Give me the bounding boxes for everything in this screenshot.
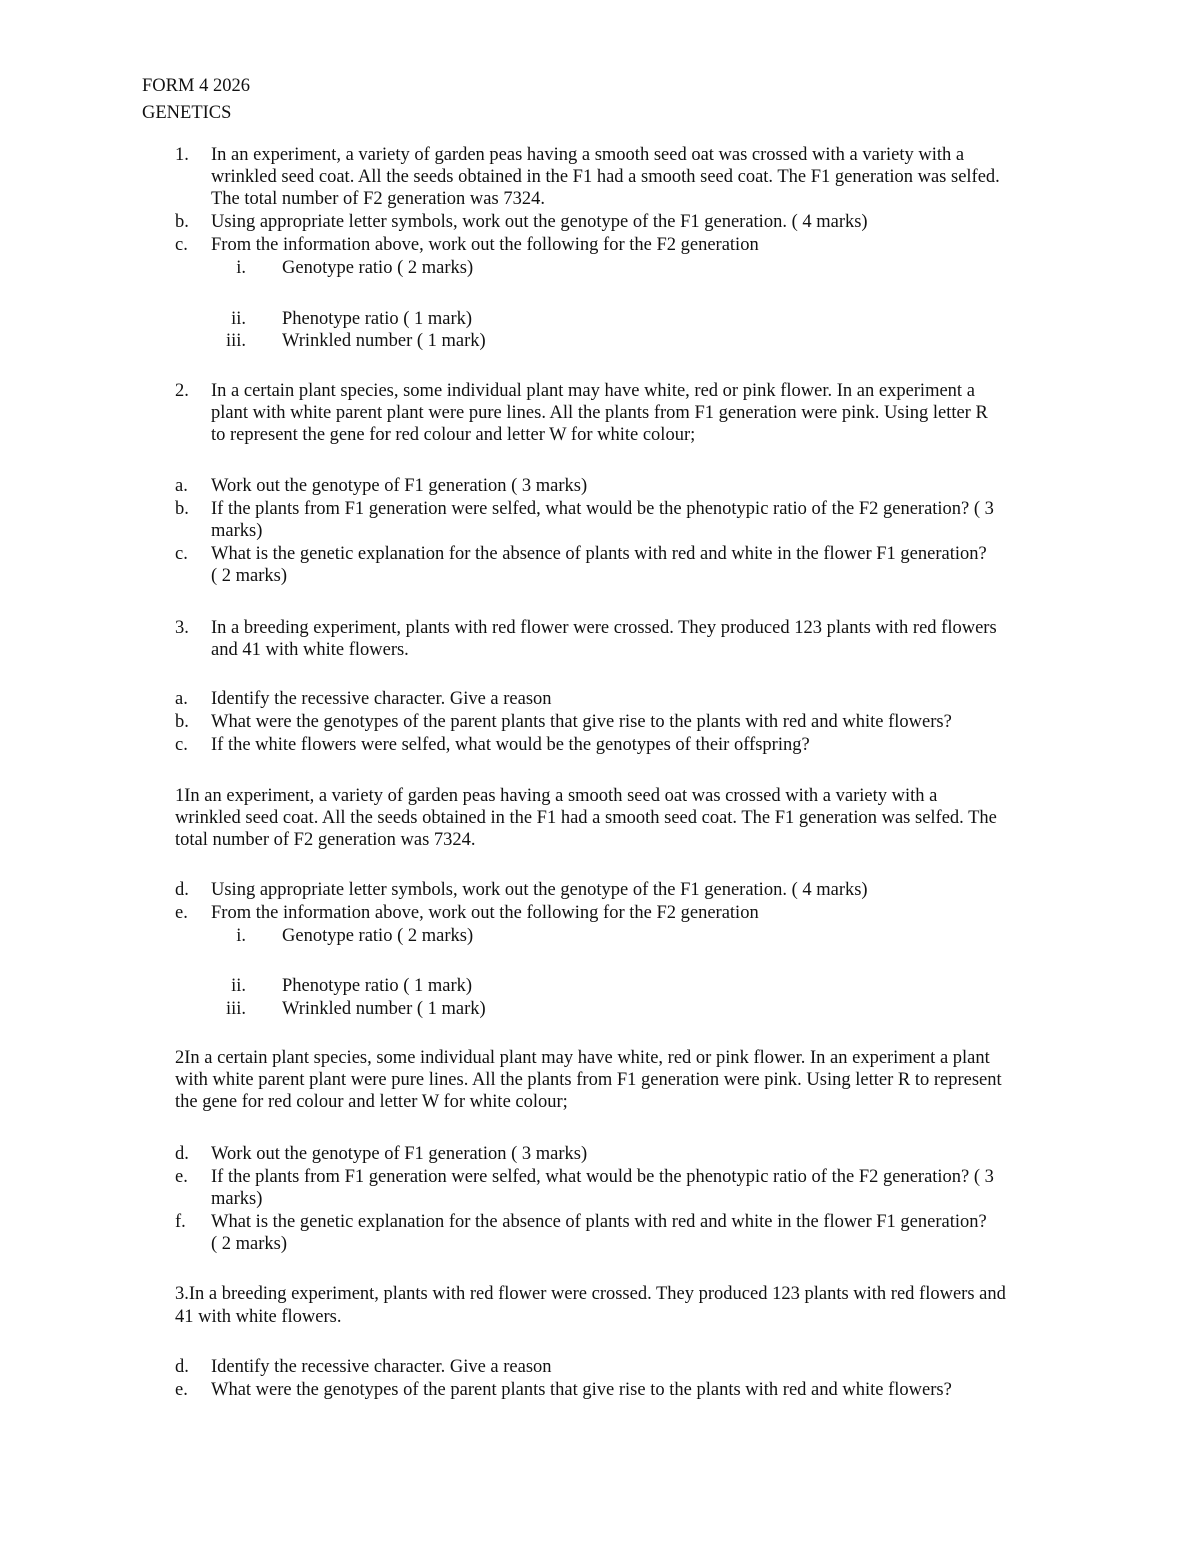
q2-line-1: In a certain plant species, some individual plant may have white, red or pink flower. In an experiment a — [211, 381, 975, 401]
p2-q1-d-label: d. — [175, 880, 189, 900]
header-subject: GENETICS — [142, 103, 232, 123]
p2-q3-line-1: 3.In a breeding experiment, plants with red flower were crossed. They produced 123 plants with red flowers and — [175, 1284, 1006, 1304]
q3-line-1: In a breeding experiment, plants with red flower were crossed. They produced 123 plants with red flowers — [211, 618, 997, 638]
p2-q1-d-text: Using appropriate letter symbols, work out the genotype of the F1 generation. ( 4 marks) — [211, 880, 868, 900]
p2-q1-line-2: wrinkled seed coat. All the seeds obtained in the F1 had a smooth seed coat. The F1 generation was selfed. The — [175, 808, 997, 828]
p2-q2-e-label: e. — [175, 1167, 188, 1187]
p2-q2-line-1: 2In a certain plant species, some individual plant may have white, red or pink flower. In an experiment a plant — [175, 1048, 990, 1068]
q3-a-text: Identify the recessive character. Give a reason — [211, 689, 552, 709]
q2-b-line-1: If the plants from F1 generation were selfed, what would be the phenotypic ratio of the F2 generation? ( 3 — [211, 499, 994, 519]
q2-c-line-1: What is the genetic explanation for the absence of plants with red and white in the flower F1 generation? — [211, 544, 987, 564]
q1-ii-text: Phenotype ratio ( 1 mark) — [282, 309, 473, 329]
header-form: FORM 4 2026 — [142, 76, 250, 96]
q2-c-label: c. — [175, 544, 188, 564]
p2-q3-line-2: 41 with white flowers. — [175, 1307, 342, 1327]
p2-q2-f-line-2: ( 2 marks) — [211, 1234, 288, 1254]
p2-q1-iii-label: iii. — [225, 999, 246, 1019]
p2-q2-line-3: the gene for red colour and letter W for white colour; — [175, 1092, 568, 1112]
q1-line-1: In an experiment, a variety of garden peas having a smooth seed oat was crossed with a variety with a — [211, 145, 965, 165]
p2-q1-e-text: From the information above, work out the following for the F2 generation — [211, 903, 759, 923]
q2-line-2: plant with white parent plant were pure lines. All the plants from F1 generation were pink. Using letter R — [211, 403, 988, 423]
p2-q2-d-label: d. — [175, 1144, 189, 1164]
q3-b-label: b. — [175, 712, 189, 732]
q3-line-2: and 41 with white flowers. — [211, 640, 409, 660]
q2-number: 2. — [175, 381, 189, 401]
q1-b-label: b. — [175, 212, 189, 232]
q1-number: 1. — [175, 145, 189, 165]
q1-iii-text: Wrinkled number ( 1 mark) — [282, 331, 486, 351]
q3-a-label: a. — [175, 689, 188, 709]
q1-c-label: c. — [175, 235, 188, 255]
p2-q1-e-label: e. — [175, 903, 188, 923]
q1-i-label: i. — [236, 258, 246, 278]
q3-number: 3. — [175, 618, 189, 638]
p2-q1-iii-text: Wrinkled number ( 1 mark) — [282, 999, 486, 1019]
p2-q1-line-3: total number of F2 generation was 7324. — [175, 830, 476, 850]
q1-line-2: wrinkled seed coat. All the seeds obtained in the F1 had a smooth seed coat. The F1 generation was selfed. — [211, 167, 1000, 187]
q1-ii-label: ii. — [231, 309, 246, 329]
q1-i-text: Genotype ratio ( 2 marks) — [282, 258, 474, 278]
p2-q1-line-1: 1In an experiment, a variety of garden peas having a smooth seed oat was crossed with a variety with a — [175, 786, 938, 806]
p2-q2-f-label: f. — [175, 1212, 186, 1232]
p2-q1-ii-label: ii. — [231, 976, 246, 996]
p2-q2-d-text: Work out the genotype of F1 generation ( 3 marks) — [211, 1144, 588, 1164]
q2-line-3: to represent the gene for red colour and letter W for white colour; — [211, 425, 696, 445]
q1-iii-label: iii. — [225, 331, 246, 351]
p2-q3-e-text: What were the genotypes of the parent plants that give rise to the plants with red and white flowers? — [211, 1380, 952, 1400]
q2-b-label: b. — [175, 499, 189, 519]
p2-q1-i-text: Genotype ratio ( 2 marks) — [282, 926, 474, 946]
q3-c-label: c. — [175, 735, 188, 755]
p2-q2-line-2: with white parent plant were pure lines. All the plants from F1 generation were pink. Using letter R to represent — [175, 1070, 1002, 1090]
p2-q2-e-line-2: marks) — [211, 1189, 263, 1209]
q2-a-text: Work out the genotype of F1 generation ( 3 marks) — [211, 476, 588, 496]
p2-q1-i-label: i. — [236, 926, 246, 946]
p2-q2-e-line-1: If the plants from F1 generation were selfed, what would be the phenotypic ratio of the F2 generation? ( 3 — [211, 1167, 994, 1187]
q2-b-line-2: marks) — [211, 521, 263, 541]
p2-q3-e-label: e. — [175, 1380, 188, 1400]
q3-b-text: What were the genotypes of the parent plants that give rise to the plants with red and white flowers? — [211, 712, 952, 732]
q2-c-line-2: ( 2 marks) — [211, 566, 288, 586]
q1-c-text: From the information above, work out the following for the F2 generation — [211, 235, 759, 255]
p2-q3-d-text: Identify the recessive character. Give a reason — [211, 1357, 552, 1377]
q2-a-label: a. — [175, 476, 188, 496]
q3-c-text: If the white flowers were selfed, what would be the genotypes of their offspring? — [211, 735, 810, 755]
q1-b-text: Using appropriate letter symbols, work out the genotype of the F1 generation. ( 4 marks) — [211, 212, 868, 232]
p2-q1-ii-text: Phenotype ratio ( 1 mark) — [282, 976, 473, 996]
p2-q2-f-line-1: What is the genetic explanation for the absence of plants with red and white in the flower F1 generation? — [211, 1212, 987, 1232]
p2-q3-d-label: d. — [175, 1357, 189, 1377]
q1-line-3: The total number of F2 generation was 7324. — [211, 189, 545, 209]
